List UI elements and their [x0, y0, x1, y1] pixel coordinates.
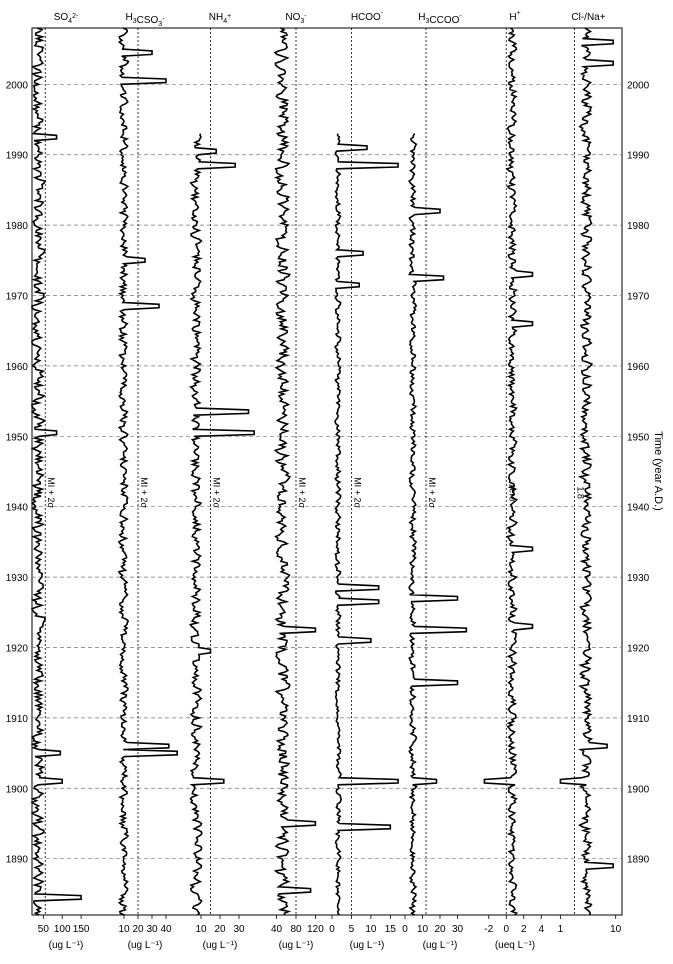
- x-tick-label-h: 2: [520, 924, 527, 935]
- threshold-label-h: zero: [507, 483, 518, 502]
- time-tick-label-right: 1950: [627, 432, 650, 444]
- time-tick-label-right: 2000: [627, 80, 650, 92]
- panel-title-no3: $NO_3^-$: [285, 12, 307, 25]
- time-tick-label-right: 1990: [627, 150, 650, 162]
- time-tick-label-right: 1980: [627, 221, 650, 233]
- threshold-label-so4: MI + 2σ: [46, 477, 57, 509]
- x-tick-label-so4: 50: [37, 924, 49, 935]
- x-tick-label-clna: 10: [610, 924, 622, 935]
- series-line-so4: [32, 28, 81, 915]
- time-tick-label-left: 1990: [5, 150, 28, 162]
- x-tick-label-clna: 1: [557, 924, 564, 935]
- time-tick-label-right: 1940: [627, 502, 650, 514]
- panel-h3ccoo: [402, 12, 466, 951]
- panel-nh4: [190, 12, 254, 951]
- panel-hcoo: [329, 10, 398, 951]
- time-tick-label-left: 1980: [5, 221, 28, 233]
- x-tick-label-h: -2: [484, 924, 494, 935]
- x-tick-label-hcoo: 15: [384, 924, 396, 935]
- x-tick-label-nh4: 30: [233, 924, 245, 935]
- time-tick-label-right: 1930: [627, 573, 650, 585]
- time-tick-label-left: 1920: [5, 643, 28, 655]
- threshold-label-no3: MI + 2σ: [297, 477, 307, 509]
- panel-h: [484, 10, 544, 951]
- x-tick-label-no3: 40: [271, 924, 283, 935]
- panel-title-h3ccoo: $H_3CCOO^-$: [418, 12, 462, 26]
- panel-title-hcoo: HCOO-: [350, 10, 384, 23]
- time-tick-label-left: 1910: [5, 713, 28, 725]
- panel-title-so4: $SO_4^{2-}$: [53, 12, 79, 25]
- time-tick-label-right: 1920: [627, 643, 650, 655]
- panel-clna: [558, 12, 622, 935]
- x-tick-label-h3cso3: 40: [160, 924, 172, 935]
- x-tick-label-so4: 100: [53, 924, 71, 935]
- time-tick-label-right: 1970: [627, 291, 650, 303]
- x-tick-label-h3cso3: 10: [118, 924, 130, 935]
- time-tick-label-left: 1890: [5, 854, 28, 866]
- unit-label-hcoo: (ug L⁻¹): [349, 940, 385, 951]
- unit-label-h3ccoo: (ug L⁻¹): [422, 940, 458, 951]
- panel-title-clna: Cl-/Na+: [571, 12, 606, 23]
- x-tick-label-h: 4: [538, 924, 545, 935]
- unit-label-no3: (ug L⁻¹): [278, 940, 314, 951]
- x-tick-label-h3cso3: 30: [146, 924, 158, 935]
- x-tick-label-h3ccoo: 30: [451, 924, 464, 935]
- x-tick-label-h3cso3: 20: [132, 924, 144, 935]
- x-tick-label-h: 0: [503, 924, 510, 935]
- panel-no3: [271, 12, 324, 951]
- x-tick-label-hcoo: 10: [365, 924, 377, 935]
- series-line-clna: [560, 28, 613, 915]
- x-tick-label-h3ccoo: 10: [416, 924, 429, 935]
- x-tick-label-no3: 80: [290, 924, 302, 935]
- panel-so4: [32, 12, 90, 951]
- time-axis-label: Time (year A.D.): [652, 431, 664, 511]
- series-line-h3ccoo: [409, 134, 466, 915]
- series-line-nh4: [190, 134, 254, 915]
- series-line-hcoo: [335, 134, 398, 915]
- series-line-h: [484, 28, 532, 915]
- time-tick-label-right: 1890: [627, 854, 650, 866]
- panel-title-h: H+: [509, 10, 521, 23]
- panels: [32, 10, 622, 951]
- threshold-label-clna: 1.8: [575, 486, 586, 499]
- x-tick-label-nh4: 20: [214, 924, 226, 935]
- x-tick-label-h3ccoo: 0: [402, 924, 408, 935]
- unit-label-nh4: (ug L⁻¹): [202, 940, 238, 951]
- unit-label-h3cso3: (ug L⁻¹): [127, 940, 163, 951]
- time-tick-label-right: 1910: [627, 713, 650, 725]
- unit-label-h: (ueq L⁻¹): [494, 940, 536, 951]
- time-tick-label-left: 1970: [5, 291, 28, 303]
- threshold-label-hcoo: MI + 2σ: [352, 477, 363, 509]
- panel-title-nh4: $NH_4^+$: [208, 12, 232, 25]
- x-tick-label-no3: 120: [307, 924, 324, 935]
- time-tick-label-right: 1960: [627, 361, 650, 373]
- x-tick-label-hcoo: 5: [348, 924, 355, 935]
- panel-h3cso3: [118, 12, 177, 951]
- time-tick-label-left: 1950: [5, 432, 28, 444]
- x-tick-label-hcoo: 0: [329, 924, 335, 935]
- time-tick-label-left: 1960: [5, 361, 28, 373]
- series-line-no3: [275, 28, 315, 915]
- time-tick-label-right: 1900: [627, 784, 650, 796]
- panel-title-h3cso3: $H_3CSO_3^-$: [125, 12, 165, 28]
- time-tick-label-left: 2000: [5, 80, 28, 92]
- threshold-label-h3cso3: MI + 2σ: [139, 477, 149, 509]
- threshold-label-nh4: MI + 2σ: [211, 477, 222, 509]
- threshold-label-h3ccoo: MI + 2σ: [427, 477, 437, 509]
- unit-label-so4: (ug L⁻¹): [48, 940, 84, 951]
- x-tick-label-so4: 150: [72, 924, 90, 935]
- x-tick-label-nh4: 10: [195, 924, 207, 935]
- series-line-h3cso3: [119, 28, 177, 915]
- time-tick-label-left: 1900: [5, 784, 28, 796]
- time-tick-label-left: 1940: [5, 502, 28, 514]
- time-tick-label-left: 1930: [5, 573, 28, 585]
- time-grid: [32, 84, 622, 858]
- time-axis: [6, 80, 650, 865]
- x-tick-label-h3ccoo: 20: [434, 924, 446, 935]
